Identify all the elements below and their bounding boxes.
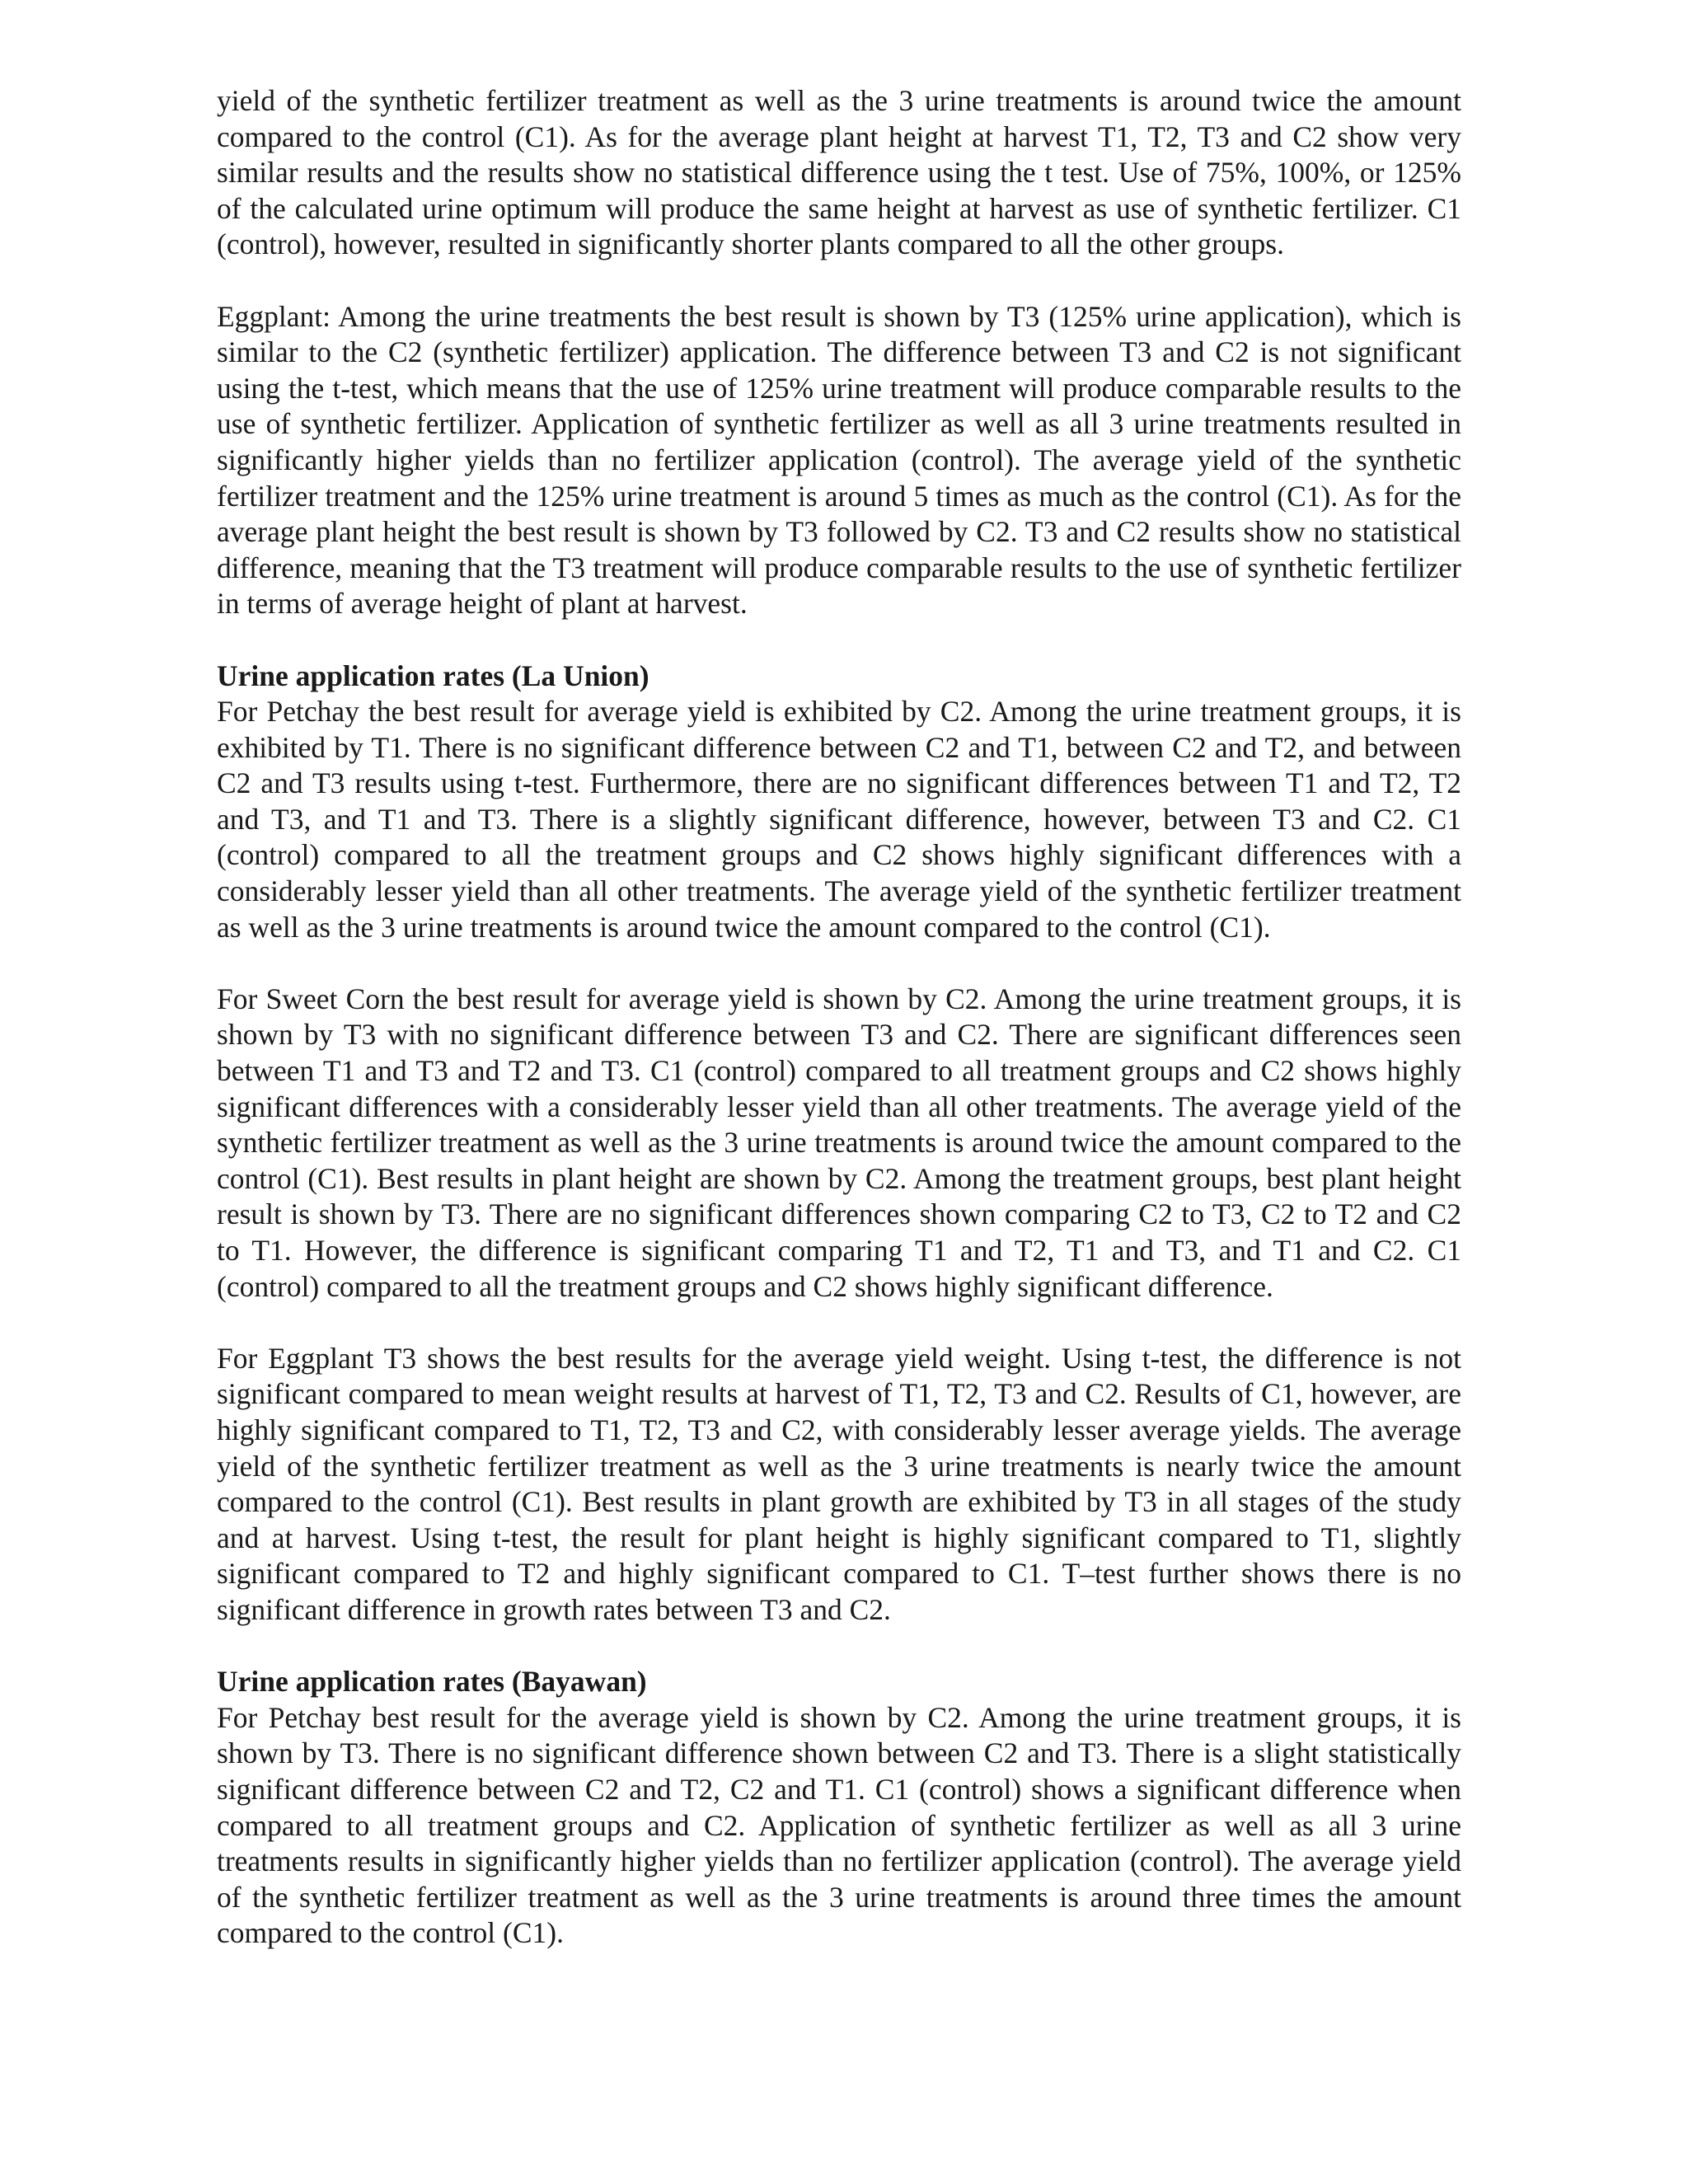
heading-bayawan: Urine application rates (Bayawan) bbox=[217, 1665, 647, 1699]
paragraph-sweet-corn-continued: yield of the synthetic fertilizer treatment as well as the 3 urine treatments is around twice the amount compared to the control (C1). As for the average plant height at harvest T1, T2, T3 and C2 show very similar results and the results show no statistical difference using the t test. Use of 75%, 100%, or 125% of the calculated urine optimum will produce the same height at harvest as use of synthetic fertilizer. C1 (control), however, resulted in significantly shorter plants compared to all the other groups. bbox=[217, 84, 1461, 261]
paragraph-eggplant-results: Eggplant: Among the urine treatments the best result is shown by T3 (125% urine application), which is similar to the C2 (synthetic fertilizer) application. The difference between T3 and C2 is not significant using the t-test, which means that the use of 125% urine treatment will produce comparable results to the use of synthetic fertilizer. Application of synthetic fertilizer as well as all 3 urine treatments resulted in significantly higher yields than no fertilizer application (control). The average yield of the synthetic fertilizer treatment and the 125% urine treatment is around 5 times as much as the control (C1). As for the average plant height the best result is shown by T3 followed by C2. T3 and C2 results show no statistical difference, meaning that the T3 treatment will produce comparable results to the use of synthetic fertilizer in terms of average height of plant at harvest. bbox=[217, 299, 1461, 621]
paragraph-la-union-petchay: For Petchay the best result for average yield is exhibited by C2. Among the urine treatment groups, it is exhibited by T1. There is no significant difference between C2 and T1, between C2 and T2, and between C2 and T3 results using t-test. Furthermore, there are no significant differences between T1 and T2, T2 and T3, and T1 and T3. There is a slightly significant difference, however, between T3 and C2. C1 (control) compared to all the treatment groups and C2 shows highly significant differences with a considerably lesser yield than all other treatments. The average yield of the synthetic fertilizer treatment as well as the 3 urine treatments is around twice the amount compared to the control (C1). bbox=[217, 695, 1461, 944]
paragraph-la-union-sweet-corn: For Sweet Corn the best result for average yield is shown by C2. Among the urine treatment groups, it is shown by T3 with no significant difference between T3 and C2. There are significant differences seen between T1 and T3 and T2 and T3. C1 (control) compared to all treatment groups and C2 shows highly significant differences with a considerably lesser yield than all other treatments. The average yield of the synthetic fertilizer treatment as well as the 3 urine treatments is around twice the amount compared to the control (C1). Best results in plant height are shown by C2. Among the treatment groups, best plant height result is shown by T3. There are no significant differences shown comparing C2 to T3, C2 to T2 and C2 to T1. However, the difference is significant comparing T1 and T2, T1 and T3, and T1 and C2. C1 (control) compared to all the treatment groups and C2 shows highly significant difference. bbox=[217, 982, 1461, 1303]
heading-la-union: Urine application rates (La Union) bbox=[217, 658, 649, 692]
paragraph-bayawan-petchay: For Petchay best result for the average yield is shown by C2. Among the urine treatment groups, it is shown by T3. There is no significant difference shown between C2 and T3. There is a slight statistically significant difference between C2 and T2, C2 and T1. C1 (control) shows a significant difference when compared to all treatment groups and C2. Application of synthetic fertilizer as well as all 3 urine treatments results in significantly higher yields than no fertilizer application (control). The average yield of the synthetic fertilizer treatment as well as the 3 urine treatments is around three times the amount compared to the control (C1). bbox=[217, 1700, 1461, 1950]
document-page bbox=[217, 83, 1461, 1987]
paragraph-la-union-eggplant: For Eggplant T3 shows the best results for the average yield weight. Using t-test, the difference is not significant compared to mean weight results at harvest of T1, T2, T3 and C2. Results of C1, however, are highly significant compared to T1, T2, T3 and C2, with considerably lesser average yields. The average yield of the synthetic fertilizer treatment as well as the 3 urine treatments is nearly twice the amount compared to the control (C1). Best results in plant growth are exhibited by T3 in all stages of the study and at harvest. Using t-test, the result for plant height is highly significant compared to T1, slightly significant compared to T2 and highly significant compared to C1. T–test further shows there is no significant difference in growth rates between T3 and C2. bbox=[217, 1341, 1461, 1626]
